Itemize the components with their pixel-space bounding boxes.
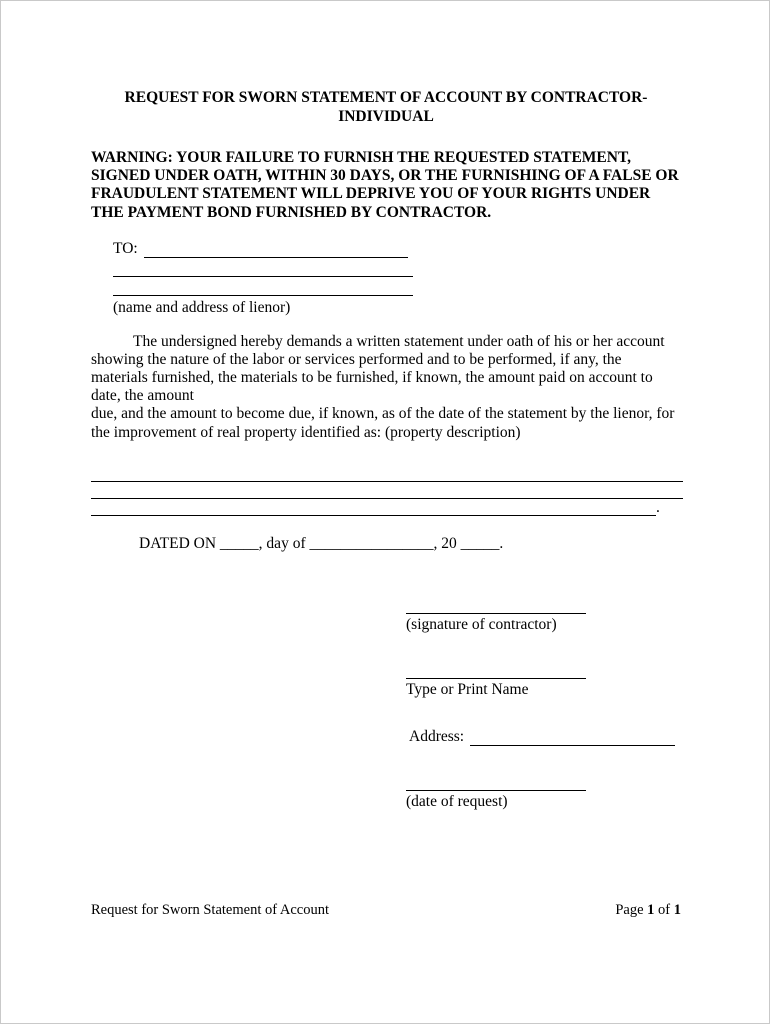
page-footer [91,902,681,919]
to-blank-line-2 [113,261,413,277]
date-of-request-caption: (date of request) [406,793,508,811]
to-row-1 [113,240,681,259]
dated-on-line: DATED ON _____, day of ________________, 20 _____. [139,534,504,552]
footer-total-pages: 1 [673,902,681,918]
lienor-caption: (name and address of lienor) [113,298,291,316]
signature-block [406,599,681,811]
address-blank-line [470,730,675,746]
spacer [406,634,681,664]
address-row [409,728,681,746]
print-name-blank-line [406,664,586,679]
to-section [113,240,681,297]
address-label: Address: [409,728,465,746]
print-name-caption: Type or Print Name [406,680,529,698]
to-row-3 [113,278,681,297]
property-description-lines [91,466,681,516]
spacer [406,746,681,776]
property-blank-line-3-row [91,500,681,516]
body-paragraph [91,333,681,442]
signature-caption: (signature of contractor) [406,615,557,633]
document-title-line2: INDIVIDUAL [338,107,434,125]
property-line-period: . [656,499,660,517]
footer-document-name: Request for Sworn Statement of Account [91,902,329,918]
body-text-part1: The undersigned hereby demands a written statement under oath of his or her account showing the nature of the labor or services performed and to be performed, if any, the materials furnished, the materials to be furnished, if known, the amount paid on account to date, the amount [91,332,665,405]
warning-paragraph: WARNING: YOUR FAILURE TO FURNISH THE REQUESTED STATEMENT, SIGNED UNDER OATH, WITHIN 30 DAYS, OR THE FURNISHING OF A FALSE OR FRAUDULENT STATEMENT WILL DEPRIVE YOU OF YOUR RIGHTS UNDER THE PAYMENT BOND FURNISHED BY CONTRACTOR. [91,148,679,221]
property-blank-line-3 [91,500,656,516]
property-blank-line-1 [91,466,683,482]
footer-page-word: Page [615,902,648,918]
document-title [91,89,681,127]
footer-page-number: 1 [647,902,655,918]
body-text-part2: due, and the amount to become due, if known, as of the date of the statement by the lienor, for the improvement of real property identified as: (property description) [91,405,675,441]
property-blank-line-2 [91,483,683,499]
signature-blank-line [406,599,586,614]
to-blank-line-1 [144,242,408,258]
document-title-line1: REQUEST FOR SWORN STATEMENT OF ACCOUNT BY CONTRACTOR- [124,89,648,106]
footer-of-word: of [654,902,674,918]
to-blank-line-3 [113,280,413,296]
date-of-request-blank-line [406,776,586,791]
spacer [406,698,681,728]
to-label: TO: [113,239,138,257]
footer-page-indicator [615,902,681,919]
to-row-2 [113,259,681,278]
